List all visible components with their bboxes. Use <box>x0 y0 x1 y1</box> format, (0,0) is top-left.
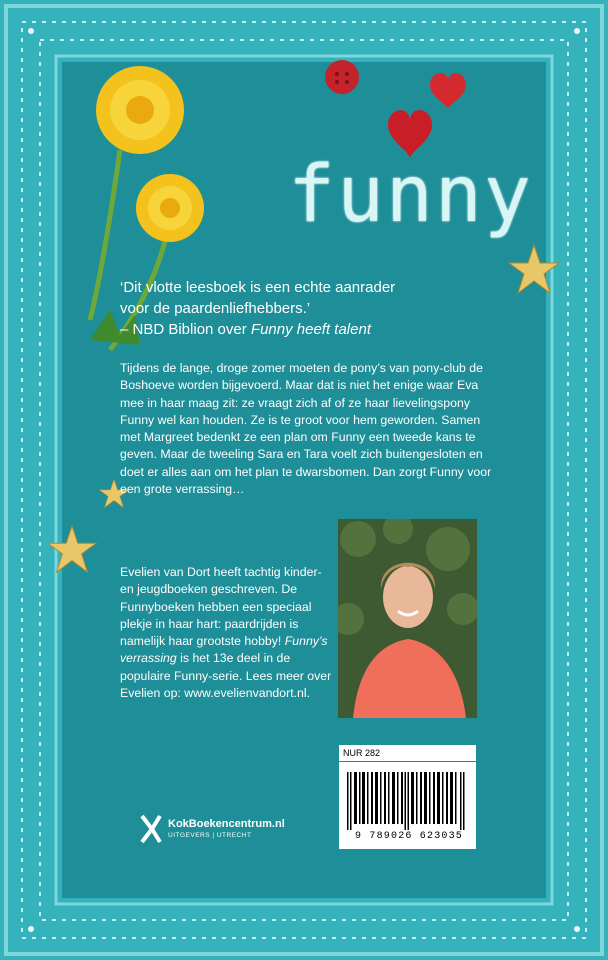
book-blurb: Tijdens de lange, droge zomer moeten de pony’s van pony-club de Boshoeve worden bijgevoerd. Maar dat is niet het enige waar Eva mee in haar maag zit: ze vraagt zich af of ze haar lievelingspony Funny wel kan houden. Ze is te groot voor hem geworden. Samen met Margreet bedenkt ze een plan om Funny een tweede kans te geven. Maar de tweeling Sara en Tara voelt zich buitengesloten en doet er alles aan om het plan te dwarsbomen. Dan zorgt Funny voor een grote verrassing… <box>120 361 492 497</box>
bio-book-title: Funny’s verrassing <box>120 634 328 666</box>
publisher-logo <box>140 814 285 844</box>
quote-attribution <box>120 319 500 340</box>
bio-text: Evelien van Dort heeft tachtig kinder- en jeugdboeken geschreven. De Funnyboeken hebben een speciaal plekje in haar hart: paardrijden is namelijk haar grootste hobby! <box>120 565 322 649</box>
author-photo <box>338 519 477 718</box>
quote-line: ‘Dit vlotte leesboek is een echte aanrader <box>120 279 396 296</box>
quote-book-title: Funny heeft talent <box>250 321 371 338</box>
publisher-name: KokBoekencentrum.nl <box>168 818 285 830</box>
quote-source: – NBD Biblion over <box>120 321 247 338</box>
star-icon <box>46 524 98 576</box>
review-quote <box>120 277 500 340</box>
button-heart-decoration <box>320 55 490 165</box>
bio-text: is het 13e deel in de populaire Funny-serie. Lees meer over Evelien op: www.evelienvandort.nl. <box>120 651 332 701</box>
nur-code: NUR 282 <box>339 745 476 762</box>
barcode-icon <box>347 772 465 830</box>
author-bio <box>120 564 335 702</box>
publisher-mark-icon <box>140 814 162 844</box>
dandelion-illustration <box>60 60 240 390</box>
publisher-subtitle: UITGEVERS | UTRECHT <box>168 832 252 839</box>
isbn-number: 9 789026 623035 <box>354 831 463 842</box>
series-title: funny <box>288 150 533 240</box>
quote-line: voor de paardenliefhebbers.’ <box>120 300 311 317</box>
star-icon <box>507 243 561 297</box>
